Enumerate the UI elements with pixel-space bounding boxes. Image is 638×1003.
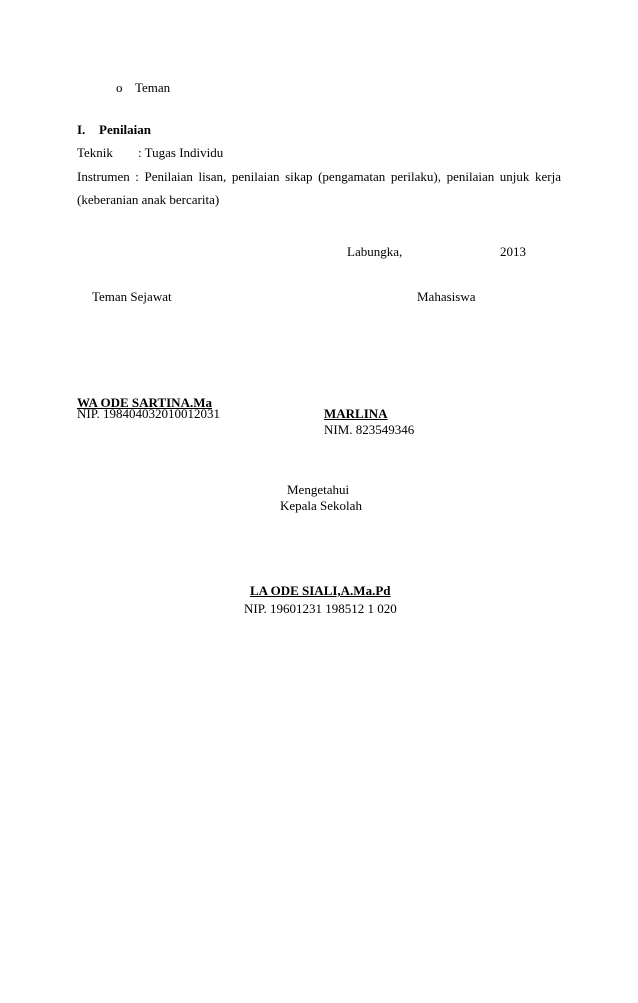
left-signatory-name: WA ODE SARTINA.Ma — [77, 395, 212, 410]
right-signatory-name: MARLINA — [324, 406, 388, 421]
right-signatory-id: NIM. 823549346 — [324, 422, 415, 437]
bullet-marker: o — [116, 80, 123, 95]
date-place: Labungka, — [347, 244, 403, 259]
approval-line-2: Kepala Sekolah — [280, 498, 362, 513]
section-number: I. — [77, 122, 86, 137]
teknik-label: Teknik — [77, 145, 113, 160]
right-signatory-role: Mahasiswa — [417, 289, 476, 304]
approval-line-1: Mengetahui — [287, 482, 350, 497]
headmaster-id: NIP. 19601231 198512 1 020 — [244, 601, 397, 616]
date-year: 2013 — [500, 244, 526, 259]
instrumen-line-2: (keberanian anak bercarita) — [77, 192, 220, 207]
headmaster-name: LA ODE SIALI,A.Ma.Pd — [250, 583, 391, 598]
section-title: Penilaian — [99, 122, 152, 137]
instrumen-line-1: Instrumen : Penilaian lisan, penilaian sikap (pengamatan perilaku), penilaian unjuk kerja — [77, 169, 561, 184]
teknik-value: : Tugas Individu — [138, 145, 224, 160]
bullet-text: Teman — [135, 80, 171, 95]
left-signatory-id: NIP. 198404032010012031 — [77, 406, 221, 421]
left-signatory-role: Teman Sejawat — [92, 289, 172, 304]
